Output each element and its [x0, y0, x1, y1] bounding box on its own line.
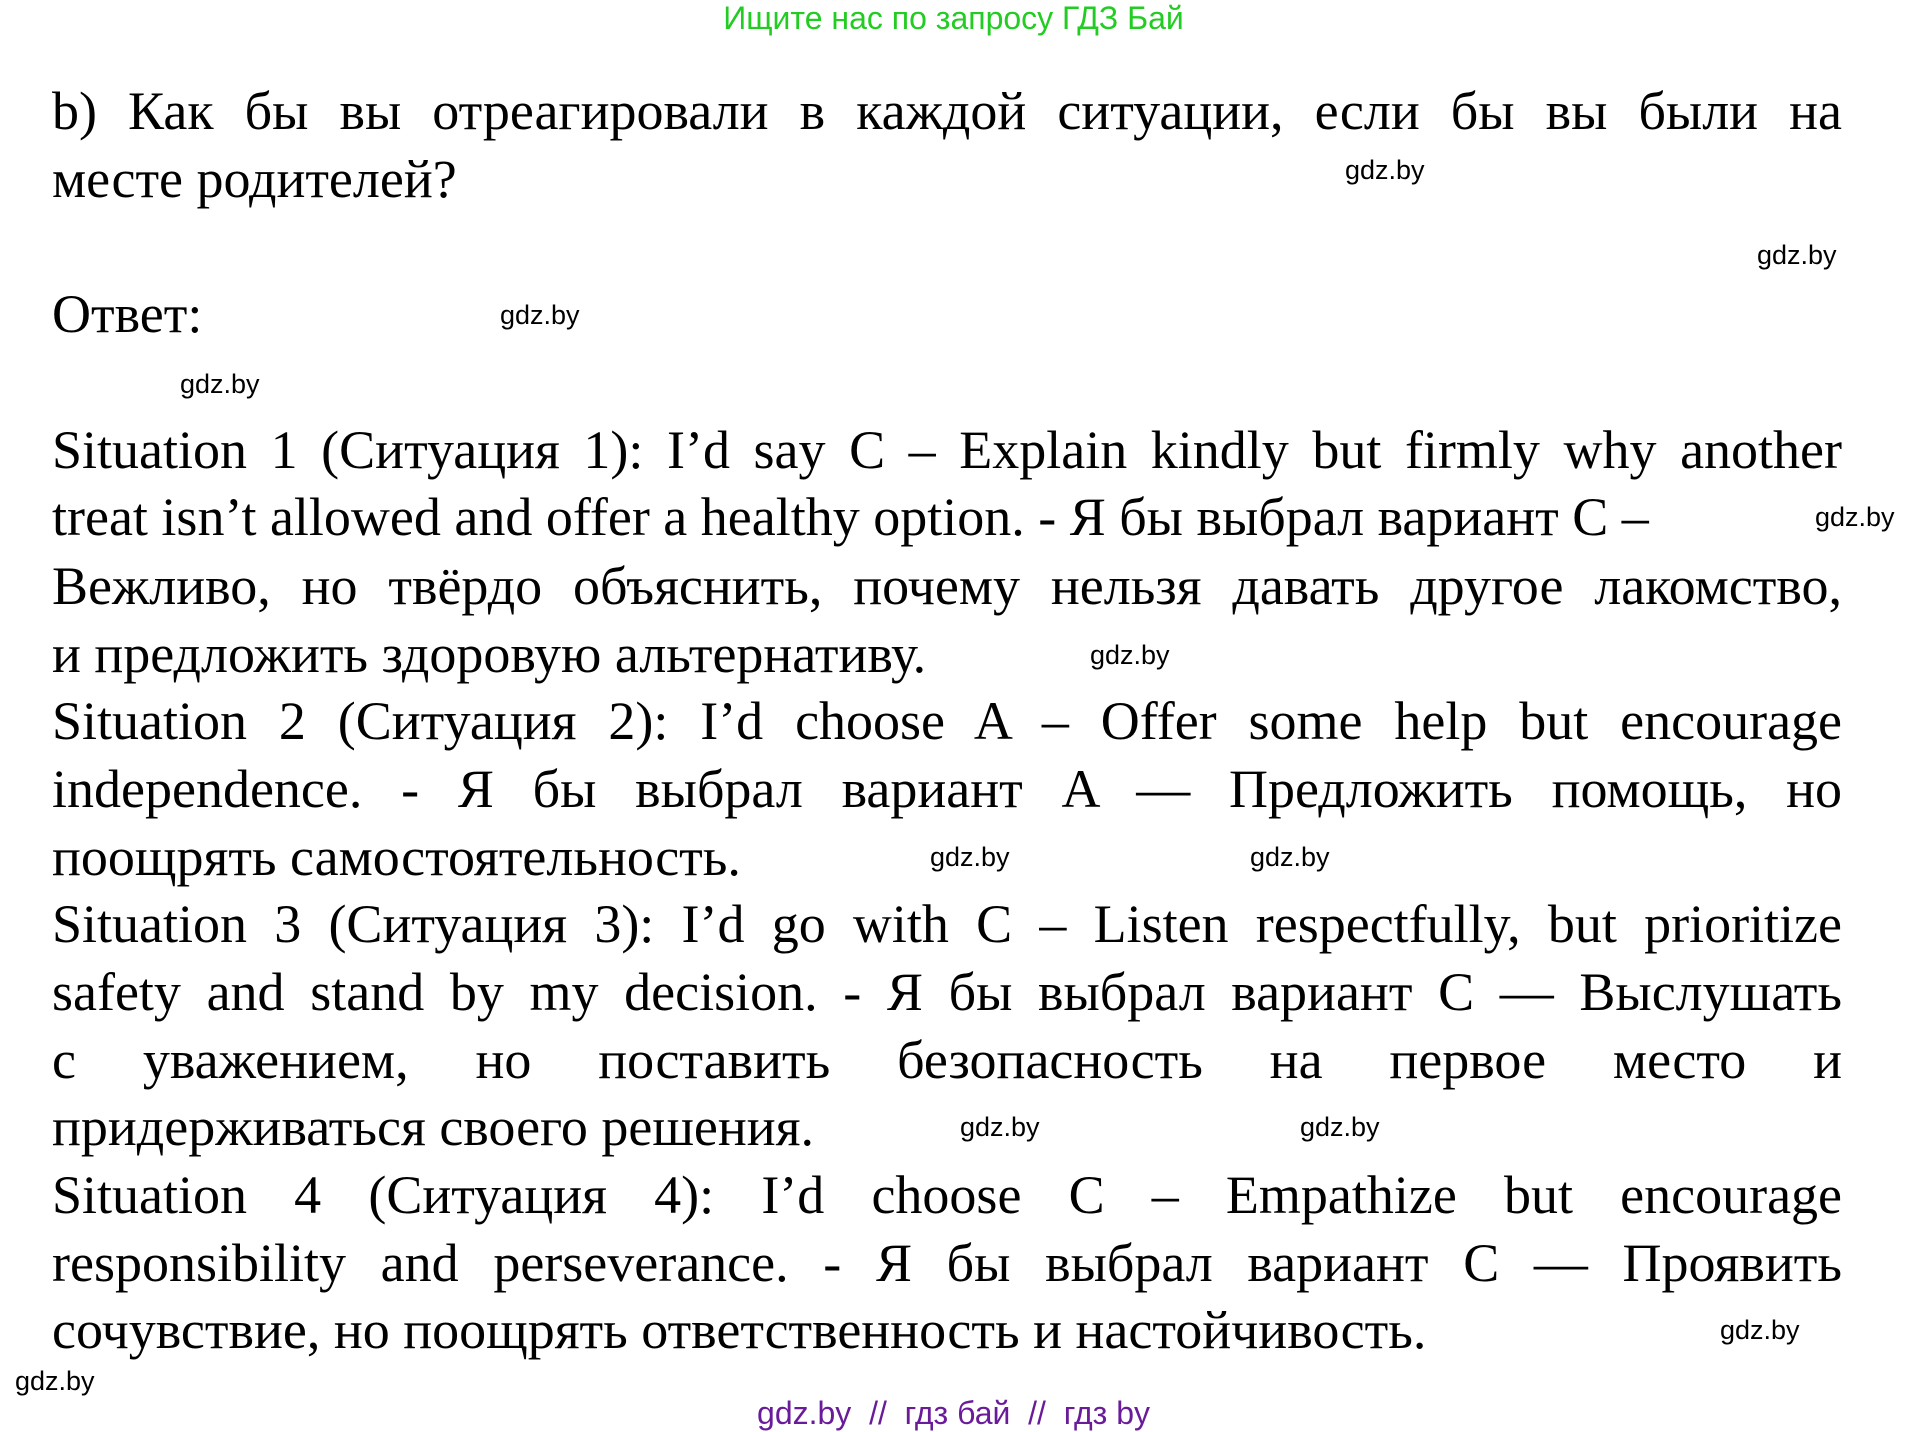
watermark: gdz.by	[180, 369, 260, 399]
answer-line: Situation 3 (Ситуация 3): I’d go with C – Listen respectfully, but prioritize	[52, 894, 1842, 954]
answer-label: Ответ:	[52, 284, 203, 344]
answer-line: responsibility and perseverance. - Я бы выбрал вариант C — Проявить	[52, 1233, 1842, 1293]
footer-links: gdz.by // гдз бай // гдз by	[757, 1395, 1150, 1431]
answer-line: поощрять самостоятельность.	[52, 827, 741, 887]
answer-line: Situation 4 (Ситуация 4): I’d choose C – Empathize but encourage	[52, 1165, 1842, 1225]
watermark: gdz.by	[1090, 640, 1170, 670]
answer-line: придерживаться своего решения.	[52, 1097, 815, 1157]
watermark: gdz.by	[1345, 155, 1425, 185]
answer-line: safety and stand by my decision. - Я бы выбрал вариант C — Выслушать	[52, 962, 1842, 1022]
watermark: gdz.by	[1815, 502, 1895, 532]
watermark: gdz.by	[930, 842, 1010, 872]
watermark: gdz.by	[500, 300, 580, 330]
answer-line: Situation 2 (Ситуация 2): I’d choose A – Offer some help but encourage	[52, 691, 1842, 751]
answer-line: Вежливо, но твёрдо объяснить, почему нельзя давать другое лакомство,	[52, 556, 1842, 616]
answer-line: и предложить здоровую альтернативу.	[52, 624, 927, 684]
watermark: gdz.by	[1757, 240, 1837, 270]
answer-line: сочувствие, но поощрять ответственность и настойчивость.	[52, 1300, 1427, 1360]
watermark: gdz.by	[15, 1366, 95, 1396]
question-line: месте родителей?	[52, 149, 457, 209]
answer-line: treat isn’t allowed and offer a healthy option. - Я бы выбрал вариант C –	[52, 487, 1649, 547]
answer-line: с уважением, но поставить безопасность на первое место и	[52, 1030, 1842, 1090]
watermark: gdz.by	[1300, 1112, 1380, 1142]
watermark: gdz.by	[960, 1112, 1040, 1142]
answer-line: Situation 1 (Ситуация 1): I’d say C – Explain kindly but firmly why another	[52, 420, 1842, 480]
watermark: gdz.by	[1250, 842, 1330, 872]
answer-line: independence. - Я бы выбрал вариант A — Предложить помощь, но	[52, 759, 1842, 819]
question-line: b) Как бы вы отреагировали в каждой ситуации, если бы вы были на	[52, 81, 1842, 141]
promo-banner: Ищите нас по запросу ГДЗ Бай	[723, 0, 1184, 36]
watermark: gdz.by	[1720, 1315, 1800, 1345]
